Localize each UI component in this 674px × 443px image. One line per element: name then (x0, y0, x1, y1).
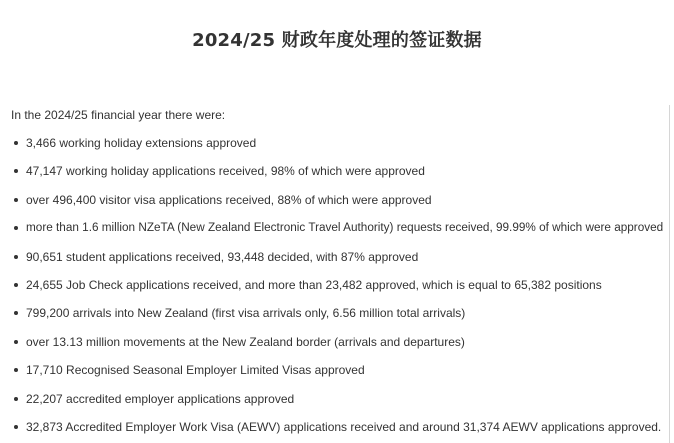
list-item-text: 90,651 student applications received, 93,448 decided, with 87% approved (26, 249, 419, 264)
list-item-text: 24,655 Job Check applications received, and more than 23,482 approved, which is equal to 65,382 positions (26, 277, 602, 292)
facts-list (11, 135, 671, 435)
list-item-text: over 496,400 visitor visa applications received, 88% of which were approved (26, 192, 432, 207)
list-item-text: 17,710 Recognised Seasonal Employer Limited Visas approved (26, 363, 365, 378)
bullet-icon (14, 226, 18, 230)
list-item-text: 47,147 working holiday applications received, 98% of which were approved (26, 164, 425, 179)
list-item-text: 799,200 arrivals into New Zealand (first visa arrivals only, 6.56 million total arrivals) (26, 306, 466, 321)
list-item (11, 135, 671, 151)
bullet-icon (14, 425, 18, 429)
list-item (11, 391, 671, 407)
list-item (11, 220, 671, 236)
list-item-text: more than 1.6 million NZeTA (New Zealand Electronic Travel Authority) requests received, 99.99% of which were approved (26, 221, 664, 235)
bullet-icon (14, 368, 18, 372)
list-item (11, 277, 671, 293)
content-panel (11, 104, 671, 443)
bullet-icon (14, 141, 18, 145)
list-item-text: over 13.13 million movements at the New Zealand border (arrivals and departures) (26, 334, 465, 349)
list-item-text: 32,873 Accredited Employer Work Visa (AEWV) applications received and around 31,374 AEWV applications approved. (26, 419, 662, 434)
intro-text: In the 2024/25 financial year there were: (11, 108, 226, 122)
list-item (11, 419, 671, 435)
bullet-icon (14, 283, 18, 287)
page-title: 2024/25 财政年度处理的签证数据 (192, 30, 482, 51)
list-item (11, 305, 671, 321)
list-item (11, 249, 671, 265)
list-item-text: 3,466 working holiday extensions approved (26, 136, 257, 150)
list-item (11, 192, 671, 208)
list-item (11, 334, 671, 350)
bullet-icon (14, 198, 18, 202)
bullet-icon (14, 340, 18, 344)
bullet-icon (14, 169, 18, 173)
list-item-text: 22,207 accredited employer applications approved (26, 391, 295, 406)
bullet-icon (14, 311, 18, 315)
list-item (11, 163, 671, 179)
list-item (11, 362, 671, 378)
bullet-icon (14, 397, 18, 401)
bullet-icon (14, 255, 18, 259)
